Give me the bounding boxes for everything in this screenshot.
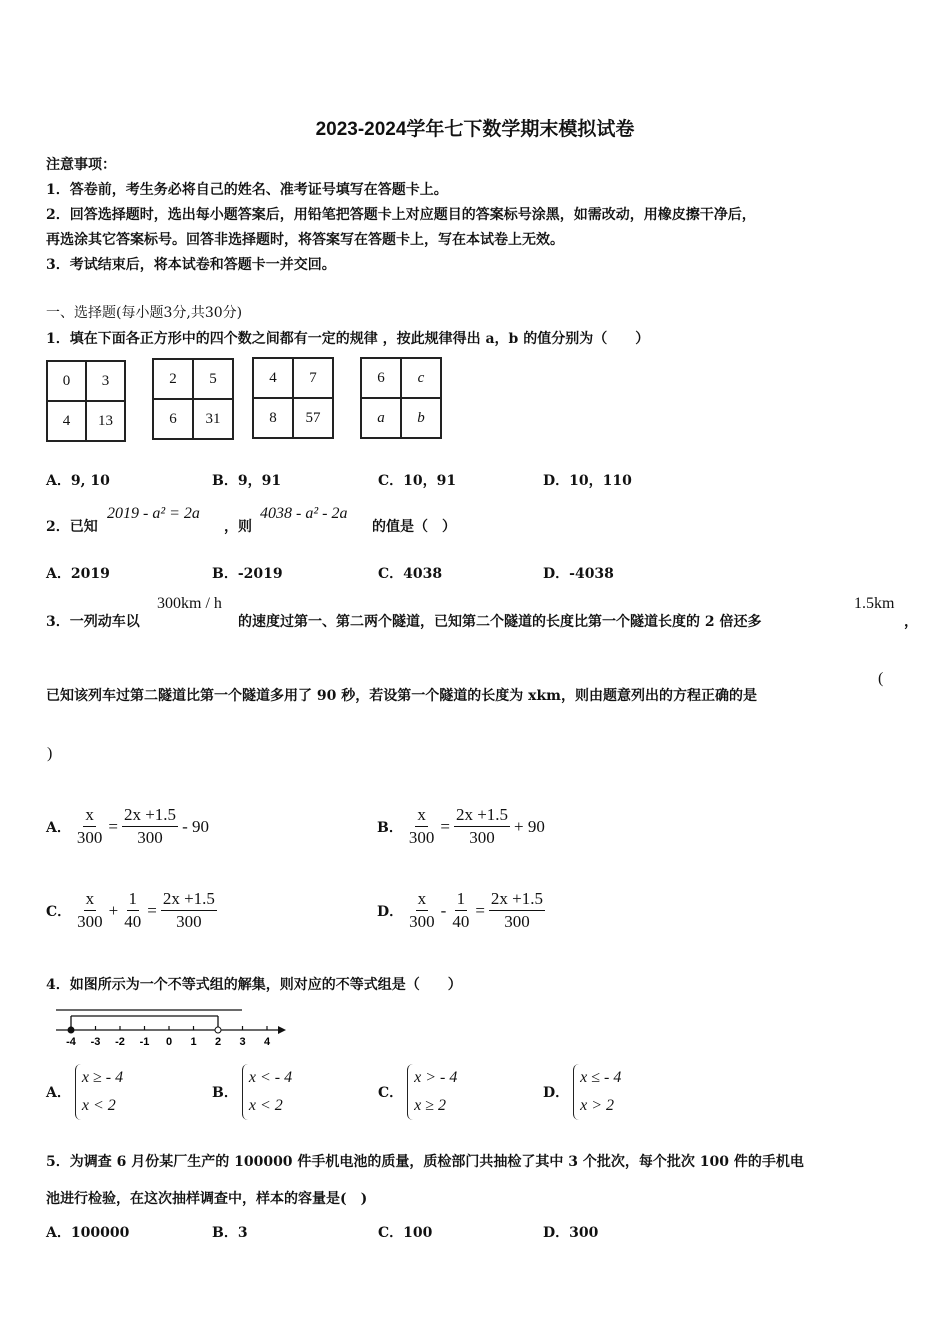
numerator: 2x +1.5 (489, 888, 545, 911)
notice-item: 再选涂其它答案标号。回答非选择题时，将答案写在答题卡上，写在本试卷上无效。 (46, 232, 564, 248)
tick-label: -4 (66, 1036, 76, 1048)
option-b[interactable]: B．-2019 (212, 566, 283, 582)
fraction (122, 888, 143, 933)
square-cell: 6 (153, 399, 193, 439)
inequality: x < 2 (81, 1097, 116, 1114)
option-label: D． (543, 1085, 570, 1101)
option-label: C． (46, 903, 72, 920)
numerator: 1 (455, 888, 468, 911)
denominator: 300 (176, 912, 202, 931)
option-b[interactable]: B．3 (212, 1225, 248, 1241)
square-cell: b (401, 398, 441, 438)
fraction (122, 804, 178, 849)
operator: = (440, 816, 450, 836)
inequality: x > 2 (580, 1097, 615, 1114)
square-cell: a (361, 398, 401, 438)
option-a[interactable]: A．2019 (46, 566, 110, 582)
option-label: B． (212, 1085, 238, 1101)
comma: ， (904, 614, 918, 630)
square-cell: 4 (47, 401, 86, 441)
square-cell: 13 (86, 401, 125, 441)
option-label: B． (377, 819, 403, 836)
option-label: D． (377, 903, 404, 920)
fraction (75, 888, 105, 933)
numerator: x (83, 804, 96, 827)
option-d[interactable] (377, 888, 545, 933)
option-c[interactable] (378, 1064, 457, 1120)
square-cell: 6 (361, 358, 401, 398)
question-5-line1: 5．为调查 6 月份某厂生产的 100000 件手机电池的质量，质检部门共抽检了其中 3 个批次，每个批次 100 件的手机电 (46, 1154, 804, 1170)
tick-label: -2 (115, 1036, 125, 1048)
numerator: 1 (127, 888, 140, 911)
number-square-3 (252, 357, 334, 439)
option-c[interactable]: C．10，91 (378, 473, 457, 489)
square-cell: 7 (293, 358, 333, 398)
numerator: x (415, 804, 428, 827)
notice-heading: 注意事项： (46, 157, 116, 173)
option-d[interactable]: D．300 (543, 1225, 599, 1241)
paren-close: ) (47, 745, 53, 762)
inequality: x < 2 (248, 1097, 283, 1114)
operator: = (147, 900, 157, 920)
operator-tail: - 90 (182, 816, 209, 836)
option-d[interactable]: D．10，110 (543, 473, 632, 489)
numerator: x (416, 888, 429, 911)
square-cell: 57 (293, 398, 333, 438)
square-cell: 4 (253, 358, 293, 398)
denominator: 300 (469, 828, 495, 847)
option-b[interactable] (212, 1064, 292, 1120)
question-2-prefix: 2．已知 (46, 519, 98, 535)
option-d[interactable] (543, 1064, 621, 1120)
square-cell: 31 (193, 399, 233, 439)
inequality-system (242, 1064, 292, 1120)
tick-label: 4 (263, 1036, 271, 1048)
fraction (407, 888, 437, 933)
denominator: 300 (77, 912, 103, 931)
option-b[interactable] (377, 804, 545, 849)
inequality: x > - 4 (414, 1069, 458, 1086)
question-3-part1: 3．一列动车以 (46, 614, 140, 630)
option-label: C． (378, 1085, 404, 1101)
operator: - (440, 900, 447, 920)
number-line (46, 1002, 296, 1050)
option-a[interactable]: A．9, 10 (46, 473, 110, 489)
question-5-line2: 池进行检验，在这次抽样调查中，样本的容量是( ) (46, 1191, 368, 1207)
question-2-mid: ，则 (224, 519, 252, 535)
square-cell: 8 (253, 398, 293, 438)
fraction (450, 888, 471, 933)
fraction (75, 804, 105, 849)
option-b[interactable]: B．9，91 (212, 473, 282, 489)
section-heading: 一、选择题(每小题3分,共30分) (46, 305, 243, 321)
closed-endpoint (68, 1027, 74, 1033)
number-square-2 (152, 358, 234, 440)
question-2-suffix: 的值是（ ） (372, 519, 456, 535)
question-1: 1．填在下面各正方形中的四个数之间都有一定的规律 ，按此规律得出 a，b 的值分别为（ ） (46, 331, 650, 347)
square-cell: 3 (86, 361, 125, 401)
square-cell: 2 (153, 359, 193, 399)
inequality: x < - 4 (248, 1069, 293, 1086)
tick-label: 0 (165, 1036, 173, 1048)
inequality: x ≥ - 4 (81, 1069, 124, 1086)
option-a[interactable] (46, 804, 209, 849)
option-d[interactable]: D．-4038 (543, 566, 614, 582)
inequality-system (75, 1064, 123, 1120)
denominator: 300 (504, 912, 530, 931)
notice-item: 2．回答选择题时，选出每小题答案后，用铅笔把答题卡上对应题目的答案标号涂黑，如需改动，用橡皮擦干净后， (46, 207, 756, 223)
tick-label: 1 (190, 1036, 197, 1048)
extra-length: 1.5km (854, 595, 895, 612)
square-cell: 0 (47, 361, 86, 401)
paren-open: ( (878, 670, 884, 687)
operator: + (108, 900, 119, 920)
expression: 4038 - a² - 2a (260, 505, 348, 522)
inequality: x ≤ - 4 (580, 1069, 622, 1086)
fraction (489, 888, 545, 933)
notice-item: 1．答卷前，考生务必将自己的姓名、准考证号填写在答题卡上。 (46, 182, 448, 198)
question-4: 4．如图所示为一个不等式组的解集，则对应的不等式组是（ ） (46, 977, 462, 993)
operator-tail: + 90 (514, 816, 545, 836)
denominator: 40 (452, 912, 470, 931)
fraction (407, 804, 437, 849)
inequality-system (573, 1064, 621, 1120)
numerator: x (84, 888, 97, 911)
option-c[interactable] (46, 888, 217, 933)
page-title: 2023-2024学年七下数学期末模拟试卷 (315, 119, 635, 140)
numerator: 2x +1.5 (161, 888, 217, 911)
open-endpoint (215, 1027, 221, 1033)
fraction (454, 804, 510, 849)
option-c[interactable]: C．4038 (378, 566, 443, 582)
speed-value: 300km / h (157, 595, 222, 612)
square-cell: c (401, 358, 441, 398)
operator: = (475, 900, 485, 920)
denominator: 300 (137, 828, 163, 847)
option-c[interactable]: C．100 (378, 1225, 433, 1241)
tick-label: 2 (214, 1036, 222, 1048)
denominator: 40 (124, 912, 142, 931)
question-3-part2: 的速度过第一、第二两个隧道，已知第二个隧道的长度比第一个隧道长度的 2 倍还多 (238, 614, 762, 630)
option-label: A． (46, 819, 71, 836)
expression: 2019 - a² = 2a (107, 505, 200, 522)
fraction (161, 888, 217, 933)
numerator: 2x +1.5 (122, 804, 178, 827)
option-a[interactable]: A．100000 (46, 1225, 130, 1241)
option-a[interactable] (46, 1064, 123, 1120)
tick-label: -3 (90, 1036, 101, 1048)
notice-item: 3．考试结束后，将本试卷和答题卡一并交回。 (46, 257, 336, 273)
option-label: A． (46, 1085, 71, 1101)
denominator: 300 (408, 828, 435, 847)
question-3-part3: 已知该列车过第二隧道比第一个隧道多用了 90 秒，若设第一个隧道的长度为 xkm，则由题意列出的方程正确的是 (46, 688, 757, 704)
tick-label: 3 (239, 1036, 246, 1048)
tick-label: -1 (139, 1036, 150, 1048)
arrow-head (278, 1026, 286, 1034)
denominator: 300 (409, 912, 435, 931)
number-square-4 (360, 357, 442, 439)
denominator: 300 (76, 828, 103, 847)
square-cell: 5 (193, 359, 233, 399)
numerator: 2x +1.5 (454, 804, 510, 827)
number-square-1 (46, 360, 126, 442)
inequality-system (407, 1064, 457, 1120)
operator: = (108, 816, 118, 836)
inequality: x ≥ 2 (414, 1097, 447, 1114)
